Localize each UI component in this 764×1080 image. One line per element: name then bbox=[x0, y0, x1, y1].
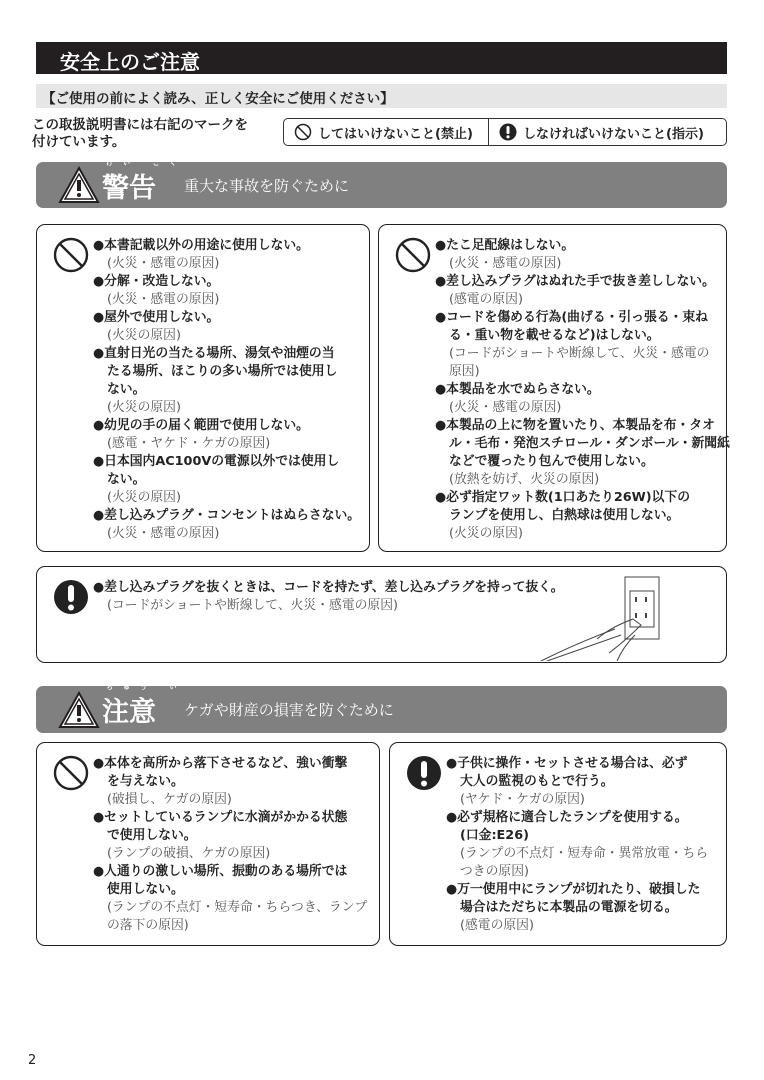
warning-triangle-icon bbox=[58, 690, 100, 730]
item-cause: (火災の原因) bbox=[107, 328, 181, 343]
list-item bbox=[435, 489, 730, 543]
item-text: 使用しない。 bbox=[107, 882, 184, 897]
prohibited-icon bbox=[294, 123, 312, 141]
item-text: 場合はただちに本製品の電源を切る。 bbox=[460, 900, 678, 915]
legend-mandatory-label: しなければいけないこと(指示) bbox=[523, 126, 704, 142]
item-text: る・重い物を載せるなど)はしない。 bbox=[449, 328, 660, 343]
list-item bbox=[435, 381, 730, 417]
item-text: などで覆ったり包んで使用しない。 bbox=[449, 454, 654, 469]
warning-word: 警告 bbox=[102, 172, 156, 204]
unplug-illustration bbox=[537, 573, 687, 661]
warning-right-list bbox=[435, 237, 730, 543]
item-text: ●直射日光の当たる場所、湯気や油煙の当 bbox=[93, 346, 335, 361]
item-cause: の落下の原因) bbox=[107, 918, 189, 933]
item-cause: (火災・感電の原因) bbox=[449, 256, 562, 271]
item-cause: (火災・感電の原因) bbox=[107, 526, 220, 541]
list-item bbox=[446, 809, 708, 881]
exclamation-icon bbox=[53, 579, 89, 619]
item-text: ない。 bbox=[107, 382, 146, 397]
item-text: ル・毛布・発泡スチロール・ダンボール・新聞紙 bbox=[449, 436, 730, 451]
item-cause: (感電・ヤケド・ケガの原因) bbox=[107, 436, 271, 451]
item-text: ●本体を高所から落下させるなど、強い衝撃 bbox=[93, 756, 348, 771]
legend-mandatory bbox=[489, 119, 704, 145]
warning-prohibited-box-left bbox=[36, 224, 370, 552]
item-cause: (火災・感電の原因) bbox=[107, 256, 220, 271]
legend-prohibited bbox=[284, 119, 489, 145]
item-cause: (感電の原因) bbox=[449, 292, 523, 307]
item-cause: 原因) bbox=[449, 364, 480, 379]
prohibited-icon bbox=[53, 237, 89, 277]
legend-prohibited-label: してはいけないこと(禁止) bbox=[318, 126, 473, 142]
item-text: ●分解・改造しない。 bbox=[93, 274, 220, 289]
item-text: ●幼児の手の届く範囲で使用しない。 bbox=[93, 418, 309, 433]
item-text: ●差し込みプラグ・コンセントはぬらさない。 bbox=[93, 508, 361, 523]
warning-mandatory-list bbox=[93, 579, 564, 615]
caution-ruby: ちゅう い bbox=[106, 683, 187, 691]
warning-prohibited-box-right bbox=[378, 224, 730, 552]
item-cause: (感電の原因) bbox=[460, 918, 534, 933]
exclamation-icon bbox=[499, 123, 517, 141]
list-item bbox=[93, 453, 360, 507]
list-item bbox=[435, 309, 730, 381]
list-item bbox=[435, 273, 730, 309]
item-text: ●人通りの激しい場所、振動のある場所では bbox=[93, 864, 348, 879]
mark-legend bbox=[283, 118, 727, 146]
item-cause: (ランプの不点灯・短寿命・ちらつき、ランプ bbox=[107, 900, 368, 915]
item-text: ●必ず指定ワット数(1口あたり26W)以下の bbox=[435, 490, 691, 505]
item-text: たる場所、ほこりの多い場所では使用し bbox=[107, 364, 338, 379]
warning-left-list bbox=[93, 237, 360, 543]
list-item bbox=[435, 417, 730, 489]
caution-mandatory-box bbox=[389, 742, 727, 946]
list-item bbox=[93, 809, 367, 863]
warning-mandatory-box bbox=[36, 566, 727, 663]
warning-triangle-icon bbox=[58, 165, 100, 205]
caution-banner bbox=[36, 683, 727, 733]
intro-line: 付けています。 bbox=[32, 134, 126, 150]
list-item bbox=[93, 273, 360, 309]
item-cause: (破損し、ケガの原因) bbox=[107, 792, 232, 807]
item-text: ●日本国内AC100Vの電源以外では使用し bbox=[93, 454, 340, 469]
caution-prohibited-box bbox=[36, 742, 380, 946]
item-cause: (コードがショートや断線して、火災・感電の bbox=[449, 346, 710, 361]
caution-left-list bbox=[93, 755, 367, 935]
item-text: ●万一使用中にランプが切れたり、破損した bbox=[446, 882, 701, 897]
prohibited-icon bbox=[53, 755, 89, 795]
intro-text bbox=[32, 117, 248, 151]
item-text: ない。 bbox=[107, 472, 146, 487]
list-item bbox=[446, 881, 708, 935]
caution-right-list bbox=[446, 755, 708, 935]
item-text: ●差し込みプラグはぬれた手で抜き差ししない。 bbox=[435, 274, 715, 289]
page-number: 2 bbox=[28, 1053, 37, 1068]
item-cause: (ランプの不点灯・短寿命・異常放電・ちら bbox=[460, 846, 709, 861]
warning-banner bbox=[36, 158, 727, 208]
item-text: (口金:E26) bbox=[460, 828, 529, 843]
item-text: ●セットしているランプに水滴がかかる状態 bbox=[93, 810, 348, 825]
item-text: ●たこ足配線はしない。 bbox=[435, 238, 575, 253]
list-item bbox=[93, 755, 367, 809]
item-cause: (火災の原因) bbox=[107, 400, 181, 415]
intro-line: この取扱説明書には右記のマークを bbox=[32, 117, 248, 133]
prohibited-icon bbox=[395, 237, 431, 277]
item-cause: (コードがショートや断線して、火災・感電の原因) bbox=[107, 598, 399, 613]
item-text: ●本書記載以外の用途に使用しない。 bbox=[93, 238, 309, 253]
item-cause: つきの原因) bbox=[460, 864, 529, 879]
item-text: ●本製品を水でぬらさない。 bbox=[435, 382, 600, 397]
item-cause: (放熱を妨げ、火災の原因) bbox=[449, 472, 600, 487]
item-cause: (火災・感電の原因) bbox=[107, 292, 220, 307]
item-text: ●本製品の上に物を置いたり、本製品を布・タオ bbox=[435, 418, 715, 433]
page-title: 安全上のご注意 bbox=[36, 42, 727, 74]
item-text: ●屋外で使用しない。 bbox=[93, 310, 220, 325]
list-item bbox=[93, 417, 360, 453]
list-item bbox=[93, 237, 360, 273]
item-cause: (火災の原因) bbox=[449, 526, 523, 541]
item-cause: (火災・感電の原因) bbox=[449, 400, 562, 415]
exclamation-icon bbox=[406, 755, 442, 795]
caution-word: 注意 bbox=[102, 697, 156, 728]
list-item bbox=[93, 863, 367, 935]
item-cause: (火災の原因) bbox=[107, 490, 181, 505]
item-text: 大人の監視のもとで行う。 bbox=[460, 774, 614, 789]
caution-description: ケガや財産の損害を防ぐために bbox=[184, 701, 394, 719]
item-text: で使用しない。 bbox=[107, 828, 197, 843]
list-item bbox=[93, 579, 564, 615]
item-text: ●必ず規格に適合したランプを使用する。 bbox=[446, 810, 688, 825]
item-text: ●子供に操作・セットさせる場合は、必ず bbox=[446, 756, 688, 771]
list-item bbox=[435, 237, 730, 273]
list-item bbox=[93, 507, 360, 543]
item-text: ●コードを傷める行為(曲げる・引っ張る・束ね bbox=[435, 310, 708, 325]
item-cause: (ランプの破損、ケガの原因) bbox=[107, 846, 271, 861]
item-text: を与えない。 bbox=[107, 774, 184, 789]
subtitle: 【ご使用の前によく読み、正しく安全にご使用ください】 bbox=[36, 84, 727, 108]
item-cause: (ヤケド・ケガの原因) bbox=[460, 792, 585, 807]
warning-description: 重大な事故を防ぐために bbox=[184, 176, 350, 195]
item-text: ランプを使用し、白熱球は使用しない。 bbox=[449, 508, 680, 523]
list-item bbox=[93, 345, 360, 417]
list-item bbox=[446, 755, 708, 809]
warning-ruby: けい こく bbox=[106, 158, 187, 167]
list-item bbox=[93, 309, 360, 345]
item-text: ●差し込みプラグを抜くときは、コードを持たず、差し込みプラグを持って抜く。 bbox=[93, 580, 564, 595]
